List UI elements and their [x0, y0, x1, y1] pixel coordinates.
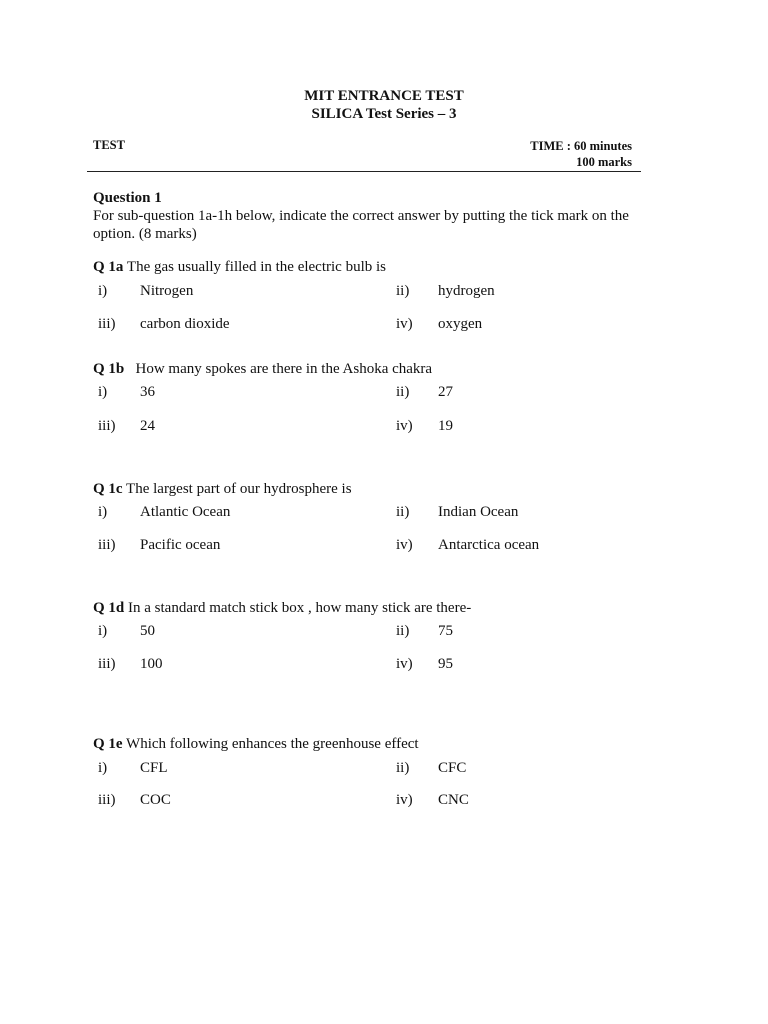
option-number: iii): [98, 418, 116, 434]
option-text[interactable]: Indian Ocean: [438, 504, 519, 520]
option-text[interactable]: oxygen: [438, 316, 483, 332]
option-text[interactable]: CNC: [438, 792, 469, 808]
subquestion-id: Q 1b: [93, 361, 125, 377]
option-text[interactable]: hydrogen: [438, 283, 495, 299]
option-text[interactable]: Pacific ocean: [140, 537, 221, 553]
option-number: iii): [98, 656, 116, 672]
option-number: i): [98, 504, 108, 520]
option-number: i): [98, 623, 108, 639]
option-text[interactable]: CFL: [140, 760, 168, 776]
subquestion-text: Which following enhances the greenhouse effect: [122, 736, 419, 752]
subquestion-text: How many spokes are there in the Ashoka chakra: [124, 361, 433, 377]
option-text[interactable]: 95: [438, 656, 453, 672]
option-number: ii): [396, 760, 410, 776]
option-text[interactable]: 100: [140, 656, 163, 672]
marks-label: 100 marks: [576, 155, 632, 169]
option-number: ii): [396, 384, 410, 400]
question-instructions: For sub-question 1a-1h below, indicate the correct answer by putting the tick mark on the option. (8 marks): [93, 208, 629, 242]
option-number: iii): [98, 316, 116, 332]
time-marks-block: [530, 138, 632, 170]
option-number: iii): [98, 537, 116, 553]
subquestion-text: In a standard match stick box , how many stick are there-: [124, 600, 472, 616]
option-number: iv): [396, 418, 413, 434]
subquestion-id: Q 1d: [93, 600, 125, 616]
option-text[interactable]: 24: [140, 418, 155, 434]
option-text[interactable]: 27: [438, 384, 453, 400]
subquestion-1c: [93, 481, 352, 498]
option-text[interactable]: Nitrogen: [140, 283, 194, 299]
subquestion-text: The largest part of our hydrosphere is: [122, 481, 352, 497]
document-subtitle: SILICA Test Series – 3: [311, 106, 457, 122]
option-text[interactable]: Antarctica ocean: [438, 537, 540, 553]
option-number: iv): [396, 792, 413, 808]
option-text[interactable]: 50: [140, 623, 155, 639]
option-text[interactable]: 36: [140, 384, 155, 400]
option-text[interactable]: carbon dioxide: [140, 316, 230, 332]
option-text[interactable]: COC: [140, 792, 171, 808]
header-divider: [87, 171, 641, 172]
subquestion-1b: [93, 361, 432, 378]
subquestion-id: Q 1c: [93, 481, 123, 497]
subquestion-text: The gas usually filled in the electric bulb is: [123, 259, 386, 275]
option-number: iv): [396, 537, 413, 553]
test-label: TEST: [93, 138, 125, 152]
option-text[interactable]: Atlantic Ocean: [140, 504, 231, 520]
option-number: iv): [396, 656, 413, 672]
subquestion-id: Q 1e: [93, 736, 123, 752]
question-heading: Question 1: [93, 190, 162, 206]
option-number: ii): [396, 504, 410, 520]
option-number: i): [98, 283, 108, 299]
option-number: i): [98, 760, 108, 776]
option-text[interactable]: 19: [438, 418, 453, 434]
option-number: ii): [396, 283, 410, 299]
subquestion-id: Q 1a: [93, 259, 124, 275]
option-number: iv): [396, 316, 413, 332]
subquestion-1a: [93, 259, 386, 276]
option-number: iii): [98, 792, 116, 808]
option-number: i): [98, 384, 108, 400]
document-title: MIT ENTRANCE TEST: [304, 88, 464, 104]
subquestion-1d: [93, 600, 471, 617]
option-text[interactable]: CFC: [438, 760, 467, 776]
option-text[interactable]: 75: [438, 623, 453, 639]
option-number: ii): [396, 623, 410, 639]
subquestion-1e: [93, 736, 419, 753]
time-label: TIME : 60 minutes: [530, 139, 632, 153]
